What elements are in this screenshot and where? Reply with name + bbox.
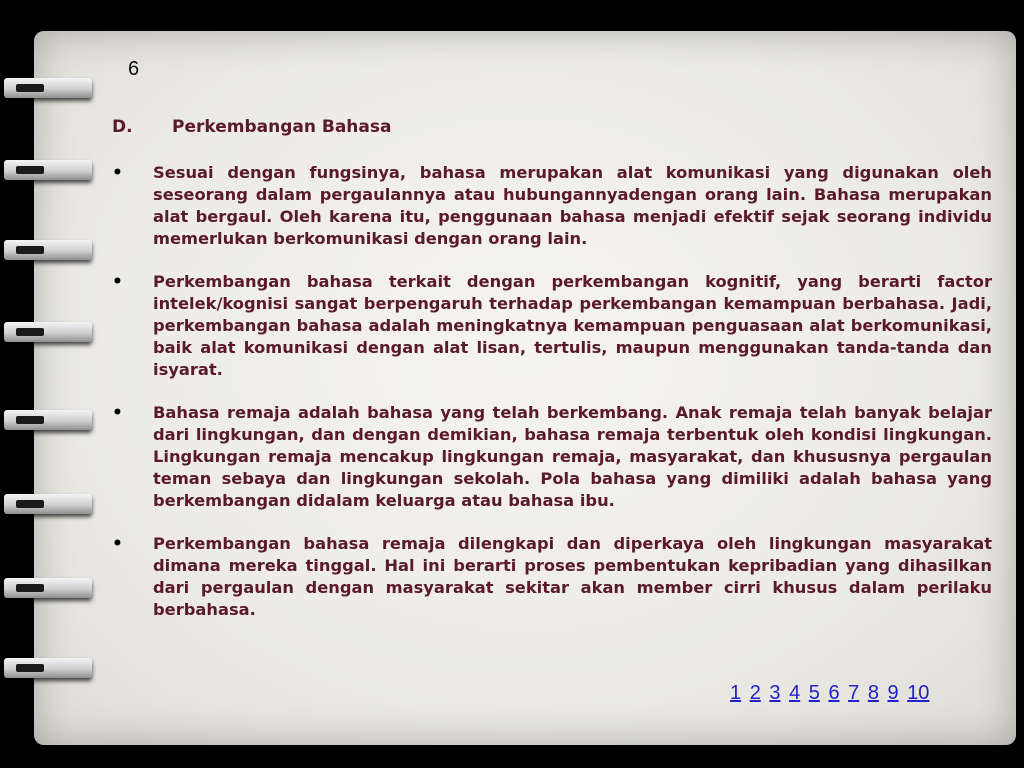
page-link-2[interactable]: 2 [749,682,761,704]
page-link-4[interactable]: 4 [789,682,801,704]
binder-ring-icon [4,658,92,678]
page-link-8[interactable]: 8 [867,682,879,704]
bullet-item [112,533,992,621]
bullet-icon: • [112,163,123,183]
binder-ring-icon [4,240,92,260]
section-letter: D. [112,117,133,137]
page-navigation [730,682,932,705]
binder-ring-icon [4,494,92,514]
binder-ring-icon [4,160,92,180]
section-heading [112,116,992,138]
binder-rings [0,0,100,768]
page-link-1[interactable]: 1 [730,682,742,704]
page-link-3[interactable]: 3 [769,682,781,704]
page-link-7[interactable]: 7 [848,682,860,704]
page-link-9[interactable]: 9 [887,682,899,704]
page-link-10[interactable]: 10 [907,682,930,704]
binder-ring-icon [4,578,92,598]
page-link-6[interactable]: 6 [828,682,840,704]
bullet-icon: • [112,272,123,292]
bullet-item [112,402,992,512]
binder-ring-icon [4,322,92,342]
bullet-text: Perkembangan bahasa remaja dilengkapi dan diperkaya oleh lingkungan masyarakat dimana mereka tinggal. Hal ini berarti proses pembentukan kepribadian yang dihasilkan dari pergaulan dengan masyarakat sekitar akan member cirri khusus dalam perilaku berbahasa. [153,534,992,619]
bullet-text: Perkembangan bahasa terkait dengan perkembangan kognitif, yang berarti factor intelek/kognisi sangat berpengaruh terhadap perkembangan kemampuan berbahasa. Jadi, perkembangan bahasa adalah meningkatnya kemampuan penguasaan alat berkomunikasi, baik alat komunikasi dengan alat lisan, tertulis, maupun menggunakan tanda-tanda dan isyarat. [153,272,992,379]
bullet-item [112,162,992,250]
bullet-item [112,271,992,381]
bullet-text: Bahasa remaja adalah bahasa yang telah berkembang. Anak remaja telah banyak belajar dari lingkungan, dan dengan demikian, bahasa remaja terbentuk oleh kondisi lingkungan. Lingkungan remaja mencakup lingkungan remaja, masyarakat, dan khususnya pergaulan teman sebaya dan lingkungan sekolah. Pola bahasa yang dimiliki adalah bahasa yang berkembangan didalam keluarga atau bahasa ibu. [153,403,992,510]
binder-ring-icon [4,78,92,98]
bullet-icon: • [112,534,123,554]
slide-content [112,116,992,642]
bullet-icon: • [112,403,123,423]
binder-ring-icon [4,410,92,430]
section-title: Perkembangan Bahasa [172,117,392,137]
page-link-5[interactable]: 5 [808,682,820,704]
bullet-text: Sesuai dengan fungsinya, bahasa merupakan alat komunikasi yang digunakan oleh seseorang dalam pergaulannya atau hubungannyadengan orang lain. Bahasa merupakan alat bergaul. Oleh karena itu, penggunaan bahasa menjadi efektif sejak seorang individu memerlukan berkomunikasi dengan orang lain. [153,163,992,248]
slide-number: 6 [128,58,140,80]
